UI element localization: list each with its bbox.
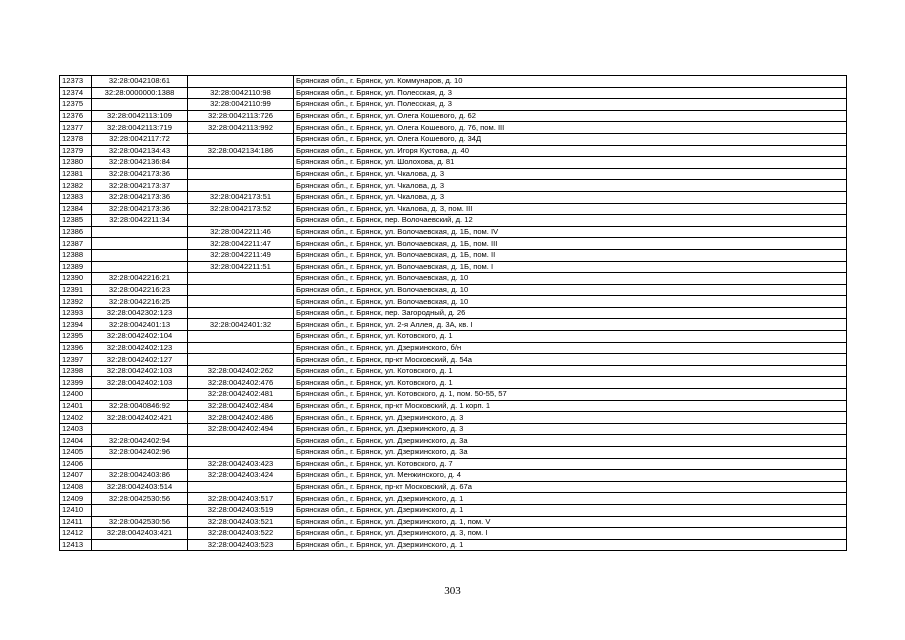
address-cell: Брянская обл., г. Брянск, ул. Волочаевская, д. 10	[294, 273, 847, 285]
table-row	[60, 354, 847, 366]
row-number-cell: 12386	[60, 226, 92, 238]
cadastral-number-cell	[92, 389, 188, 401]
address-cell: Брянская обл., г. Брянск, ул. 2-я Аллея, д. 3А, кв. I	[294, 319, 847, 331]
cadastral-number-2-cell: 32:28:0042113:992	[188, 122, 294, 134]
row-number-cell: 12383	[60, 191, 92, 203]
table-row	[60, 180, 847, 192]
row-number-cell: 12395	[60, 331, 92, 343]
table-row	[60, 238, 847, 250]
cadastral-number-cell: 32:28:0042530:56	[92, 493, 188, 505]
cadastral-number-2-cell	[188, 296, 294, 308]
table-row	[60, 481, 847, 493]
address-cell: Брянская обл., г. Брянск, ул. Волочаевская, д. 10	[294, 284, 847, 296]
table-row	[60, 145, 847, 157]
cadastral-number-2-cell	[188, 273, 294, 285]
row-number-cell: 12402	[60, 412, 92, 424]
address-cell: Брянская обл., г. Брянск, ул. Дзержинского, д. 3а	[294, 435, 847, 447]
address-cell: Брянская обл., г. Брянск, ул. Волочаевская, д. 1Б, пом. IV	[294, 226, 847, 238]
cadastral-number-2-cell: 32:28:0042173:52	[188, 203, 294, 215]
cadastral-number-2-cell: 32:28:0042403:423	[188, 458, 294, 470]
table-row	[60, 516, 847, 528]
cadastral-number-cell: 32:28:0042173:36	[92, 191, 188, 203]
row-number-cell: 12381	[60, 168, 92, 180]
cadastral-number-2-cell	[188, 342, 294, 354]
cadastral-number-cell	[92, 504, 188, 516]
cadastral-number-cell: 32:28:0042402:103	[92, 365, 188, 377]
row-number-cell: 12374	[60, 87, 92, 99]
cadastral-number-cell: 32:28:0042173:36	[92, 168, 188, 180]
table-row	[60, 435, 847, 447]
cadastral-number-cell: 32:28:0042117:72	[92, 133, 188, 145]
cadastral-number-2-cell: 32:28:0042113:726	[188, 110, 294, 122]
row-number-cell: 12396	[60, 342, 92, 354]
cadastral-number-2-cell	[188, 447, 294, 459]
table-row	[60, 504, 847, 516]
cadastral-number-cell: 32:28:0042216:21	[92, 273, 188, 285]
cadastral-number-cell	[92, 423, 188, 435]
address-cell: Брянская обл., г. Брянск, ул. Волочаевская, д. 10	[294, 296, 847, 308]
cadastral-number-2-cell	[188, 215, 294, 227]
table-row	[60, 203, 847, 215]
cadastral-number-2-cell: 32:28:0042402:494	[188, 423, 294, 435]
address-cell: Брянская обл., г. Брянск, ул. Волочаевская, д. 1Б, пом. I	[294, 261, 847, 273]
cadastral-number-2-cell: 32:28:0042211:51	[188, 261, 294, 273]
cadastral-number-cell: 32:28:0042216:23	[92, 284, 188, 296]
table-row	[60, 168, 847, 180]
cadastral-number-cell	[92, 249, 188, 261]
cadastral-number-2-cell	[188, 481, 294, 493]
cadastral-number-cell: 32:28:0042402:104	[92, 331, 188, 343]
cadastral-number-cell	[92, 226, 188, 238]
table-row	[60, 331, 847, 343]
cadastral-number-cell: 32:28:0042403:514	[92, 481, 188, 493]
address-cell: Брянская обл., г. Брянск, ул. Волочаевская, д. 1Б, пом. III	[294, 238, 847, 250]
cadastral-number-cell: 32:28:0042401:13	[92, 319, 188, 331]
cadastral-number-cell: 32:28:0042403:86	[92, 470, 188, 482]
table-row	[60, 122, 847, 134]
cadastral-number-cell: 32:28:0042216:25	[92, 296, 188, 308]
table-row	[60, 319, 847, 331]
address-cell: Брянская обл., г. Брянск, ул. Дзержинского, д. 1, пом. V	[294, 516, 847, 528]
row-number-cell: 12399	[60, 377, 92, 389]
row-number-cell: 12382	[60, 180, 92, 192]
table-row	[60, 342, 847, 354]
row-number-cell: 12377	[60, 122, 92, 134]
cadastral-number-2-cell	[188, 307, 294, 319]
table-row	[60, 389, 847, 401]
row-number-cell: 12380	[60, 157, 92, 169]
cadastral-number-cell: 32:28:0042402:96	[92, 447, 188, 459]
row-number-cell: 12375	[60, 99, 92, 111]
row-number-cell: 12391	[60, 284, 92, 296]
cadastral-number-cell	[92, 458, 188, 470]
address-cell: Брянская обл., г. Брянск, пр-кт Московский, д. 54а	[294, 354, 847, 366]
row-number-cell: 12387	[60, 238, 92, 250]
row-number-cell: 12394	[60, 319, 92, 331]
cadastral-number-2-cell: 32:28:0042403:519	[188, 504, 294, 516]
row-number-cell: 12385	[60, 215, 92, 227]
cadastral-number-cell: 32:28:0042211:34	[92, 215, 188, 227]
cadastral-number-cell: 32:28:0042134:43	[92, 145, 188, 157]
cadastral-number-2-cell: 32:28:0042173:51	[188, 191, 294, 203]
row-number-cell: 12406	[60, 458, 92, 470]
row-number-cell: 12393	[60, 307, 92, 319]
address-cell: Брянская обл., г. Брянск, ул. Шолохова, д. 81	[294, 157, 847, 169]
cadastral-number-cell: 32:28:0042173:37	[92, 180, 188, 192]
registry-table-body	[60, 76, 847, 551]
address-cell: Брянская обл., г. Брянск, пер. Загородный, д. 26	[294, 307, 847, 319]
table-row	[60, 296, 847, 308]
cadastral-number-2-cell: 32:28:0042403:521	[188, 516, 294, 528]
address-cell: Брянская обл., г. Брянск, ул. Полесская, д. 3	[294, 99, 847, 111]
cadastral-number-2-cell: 32:28:0042110:99	[188, 99, 294, 111]
cadastral-number-2-cell: 32:28:0042403:522	[188, 528, 294, 540]
cadastral-number-cell: 32:28:0042402:421	[92, 412, 188, 424]
table-row	[60, 284, 847, 296]
cadastral-number-cell: 32:28:0000000:1388	[92, 87, 188, 99]
row-number-cell: 12409	[60, 493, 92, 505]
cadastral-number-cell: 32:28:0042403:421	[92, 528, 188, 540]
cadastral-number-cell: 32:28:0042402:123	[92, 342, 188, 354]
address-cell: Брянская обл., г. Брянск, ул. Дзержинского, д. 1	[294, 493, 847, 505]
address-cell: Брянская обл., г. Брянск, ул. Котовского, д. 1, пом. 50-55, 57	[294, 389, 847, 401]
address-cell: Брянская обл., г. Брянск, ул. Котовского, д. 1	[294, 365, 847, 377]
cadastral-number-2-cell: 32:28:0042402:484	[188, 400, 294, 412]
row-number-cell: 12392	[60, 296, 92, 308]
address-cell: Брянская обл., г. Брянск, ул. Волочаевская, д. 1Б, пом. II	[294, 249, 847, 261]
row-number-cell: 12373	[60, 76, 92, 88]
address-cell: Брянская обл., г. Брянск, ул. Дзержинского, д. 1	[294, 539, 847, 551]
cadastral-number-cell	[92, 238, 188, 250]
address-cell: Брянская обл., г. Брянск, ул. Дзержинского, б/н	[294, 342, 847, 354]
table-row	[60, 87, 847, 99]
table-row	[60, 470, 847, 482]
cadastral-number-2-cell	[188, 133, 294, 145]
address-cell: Брянская обл., г. Брянск, ул. Олега Кошевого, д. 34Д	[294, 133, 847, 145]
address-cell: Брянская обл., г. Брянск, ул. Олега Кошевого, д. 76, пом. III	[294, 122, 847, 134]
address-cell: Брянская обл., г. Брянск, ул. Дзержинского, д. 3а	[294, 447, 847, 459]
cadastral-number-cell: 32:28:0042530:56	[92, 516, 188, 528]
page-number: 303	[444, 585, 461, 597]
cadastral-number-2-cell	[188, 284, 294, 296]
cadastral-number-2-cell: 32:28:0042134:186	[188, 145, 294, 157]
address-cell: Брянская обл., г. Брянск, ул. Дзержинского, д. 3	[294, 412, 847, 424]
table-row	[60, 400, 847, 412]
cadastral-number-2-cell	[188, 168, 294, 180]
table-row	[60, 423, 847, 435]
cadastral-number-cell	[92, 99, 188, 111]
row-number-cell: 12379	[60, 145, 92, 157]
table-row	[60, 249, 847, 261]
cadastral-number-cell: 32:28:0042402:94	[92, 435, 188, 447]
cadastral-number-2-cell	[188, 180, 294, 192]
address-cell: Брянская обл., г. Брянск, пр-кт Московский, д. 67а	[294, 481, 847, 493]
table-row	[60, 458, 847, 470]
address-cell: Брянская обл., г. Брянск, ул. Дзержинского, д. 3	[294, 423, 847, 435]
table-row	[60, 226, 847, 238]
table-row	[60, 365, 847, 377]
row-number-cell: 12376	[60, 110, 92, 122]
cadastral-number-2-cell: 32:28:0042401:32	[188, 319, 294, 331]
row-number-cell: 12398	[60, 365, 92, 377]
row-number-cell: 12389	[60, 261, 92, 273]
cadastral-number-cell	[92, 261, 188, 273]
cadastral-number-2-cell: 32:28:0042403:424	[188, 470, 294, 482]
table-row	[60, 157, 847, 169]
cadastral-number-2-cell: 32:28:0042402:481	[188, 389, 294, 401]
table-row	[60, 493, 847, 505]
cadastral-number-2-cell	[188, 331, 294, 343]
cadastral-number-2-cell	[188, 435, 294, 447]
cadastral-number-cell: 32:28:0042136:84	[92, 157, 188, 169]
address-cell: Брянская обл., г. Брянск, ул. Чкалова, д. 3	[294, 191, 847, 203]
cadastral-number-2-cell: 32:28:0042402:262	[188, 365, 294, 377]
address-cell: Брянская обл., г. Брянск, ул. Чкалова, д. 3	[294, 180, 847, 192]
address-cell: Брянская обл., г. Брянск, пр-кт Московский, д. 1 корп. 1	[294, 400, 847, 412]
address-cell: Брянская обл., г. Брянск, ул. Котовского, д. 1	[294, 377, 847, 389]
row-number-cell: 12388	[60, 249, 92, 261]
address-cell: Брянская обл., г. Брянск, ул. Олега Кошевого, д. 62	[294, 110, 847, 122]
row-number-cell: 12378	[60, 133, 92, 145]
cadastral-number-2-cell: 32:28:0042403:523	[188, 539, 294, 551]
table-row	[60, 412, 847, 424]
table-row	[60, 447, 847, 459]
cadastral-number-2-cell: 32:28:0042211:47	[188, 238, 294, 250]
row-number-cell: 12413	[60, 539, 92, 551]
table-row	[60, 191, 847, 203]
row-number-cell: 12407	[60, 470, 92, 482]
address-cell: Брянская обл., г. Брянск, ул. Коммунаров, д. 10	[294, 76, 847, 88]
cadastral-number-cell: 32:28:0042173:36	[92, 203, 188, 215]
address-cell: Брянская обл., г. Брянск, ул. Чкалова, д. 3, пом. III	[294, 203, 847, 215]
row-number-cell: 12403	[60, 423, 92, 435]
address-cell: Брянская обл., г. Брянск, ул. Котовского, д. 7	[294, 458, 847, 470]
cadastral-number-2-cell: 32:28:0042402:486	[188, 412, 294, 424]
address-cell: Брянская обл., г. Брянск, ул. Игоря Кустова, д. 40	[294, 145, 847, 157]
cadastral-number-cell: 32:28:0042113:719	[92, 122, 188, 134]
cadastral-number-cell: 32:28:0042402:127	[92, 354, 188, 366]
cadastral-number-2-cell: 32:28:0042211:46	[188, 226, 294, 238]
cadastral-number-2-cell	[188, 354, 294, 366]
registry-table	[59, 75, 847, 551]
cadastral-number-2-cell: 32:28:0042110:98	[188, 87, 294, 99]
table-row	[60, 215, 847, 227]
row-number-cell: 12408	[60, 481, 92, 493]
table-row	[60, 76, 847, 88]
row-number-cell: 12390	[60, 273, 92, 285]
address-cell: Брянская обл., г. Брянск, ул. Чкалова, д. 3	[294, 168, 847, 180]
table-row	[60, 99, 847, 111]
cadastral-number-2-cell: 32:28:0042402:476	[188, 377, 294, 389]
row-number-cell: 12384	[60, 203, 92, 215]
table-row	[60, 307, 847, 319]
cadastral-number-2-cell	[188, 157, 294, 169]
cadastral-number-cell: 32:28:0042113:109	[92, 110, 188, 122]
table-row	[60, 133, 847, 145]
address-cell: Брянская обл., г. Брянск, ул. Дзержинского, д. 3, пом. I	[294, 528, 847, 540]
table-row	[60, 273, 847, 285]
table-row	[60, 539, 847, 551]
cadastral-number-2-cell	[188, 76, 294, 88]
row-number-cell: 12405	[60, 447, 92, 459]
row-number-cell: 12404	[60, 435, 92, 447]
cadastral-number-2-cell: 32:28:0042211:49	[188, 249, 294, 261]
cadastral-number-cell: 32:28:0042108:61	[92, 76, 188, 88]
cadastral-number-cell: 32:28:0042402:103	[92, 377, 188, 389]
address-cell: Брянская обл., г. Брянск, ул. Менжинского, д. 4	[294, 470, 847, 482]
cadastral-number-cell: 32:28:0042302:123	[92, 307, 188, 319]
cadastral-number-cell	[92, 539, 188, 551]
row-number-cell: 12401	[60, 400, 92, 412]
address-cell: Брянская обл., г. Брянск, пер. Волочаевский, д. 12	[294, 215, 847, 227]
table-row	[60, 528, 847, 540]
table-row	[60, 110, 847, 122]
cadastral-number-cell: 32:28:0040846:92	[92, 400, 188, 412]
address-cell: Брянская обл., г. Брянск, ул. Дзержинского, д. 1	[294, 504, 847, 516]
cadastral-number-2-cell: 32:28:0042403:517	[188, 493, 294, 505]
row-number-cell: 12411	[60, 516, 92, 528]
address-cell: Брянская обл., г. Брянск, ул. Полесская, д. 3	[294, 87, 847, 99]
address-cell: Брянская обл., г. Брянск, ул. Котовского, д. 1	[294, 331, 847, 343]
table-row	[60, 377, 847, 389]
row-number-cell: 12400	[60, 389, 92, 401]
row-number-cell: 12412	[60, 528, 92, 540]
row-number-cell: 12410	[60, 504, 92, 516]
row-number-cell: 12397	[60, 354, 92, 366]
table-row	[60, 261, 847, 273]
